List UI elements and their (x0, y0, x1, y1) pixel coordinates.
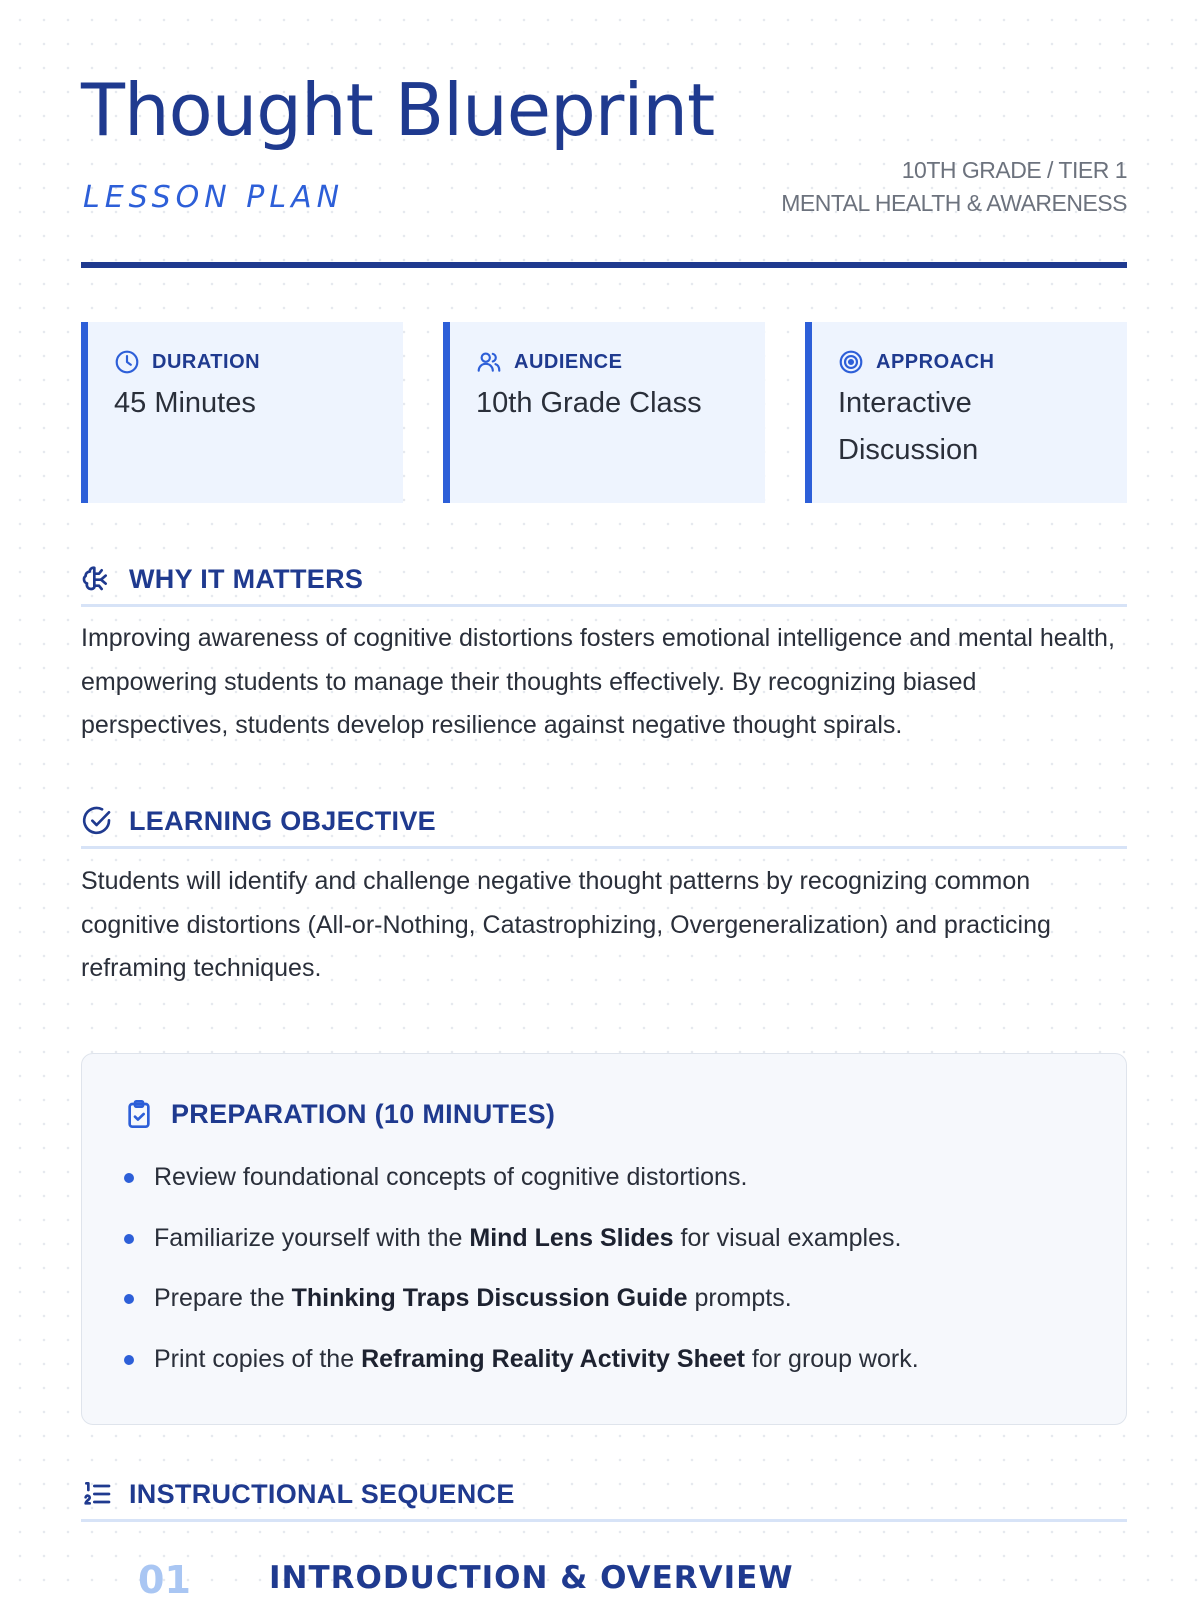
objective-section-header (81, 796, 1127, 849)
topic-label: MENTAL HEALTH & AWARENESS (781, 190, 1127, 216)
card-label: AUDIENCE (514, 350, 623, 373)
page-subtitle: LESSON PLAN (83, 180, 345, 215)
grade-tier-label: 10TH GRADE / TIER 1 (901, 157, 1127, 183)
why-section-header (81, 554, 1127, 607)
clipboard-check-icon (123, 1098, 155, 1130)
list-item: Prepare the Thinking Traps Discussion Guide prompts. (123, 1283, 1126, 1344)
resource-name: Mind Lens Slides (469, 1223, 674, 1252)
check-circle-icon (81, 805, 113, 837)
header-divider (81, 262, 1127, 268)
resource-name: Thinking Traps Discussion Guide (291, 1284, 688, 1312)
brain-icon (81, 563, 113, 595)
card-label: DURATION (152, 350, 261, 373)
card-label: APPROACH (876, 350, 995, 373)
card-value: 45 Minutes (114, 387, 256, 419)
step-number: 01 (138, 1558, 191, 1602)
info-cards (81, 322, 1127, 503)
step-title: INTRODUCTION & OVERVIEW (269, 1560, 794, 1596)
card-value: Interactive Discussion (838, 387, 979, 466)
bullet-icon (124, 1355, 134, 1365)
page-title: Thought Blueprint (81, 68, 715, 152)
approach-card (805, 322, 1127, 503)
target-icon (838, 349, 864, 375)
section-title: INSTRUCTIONAL SEQUENCE (129, 1478, 515, 1509)
bullet-icon (124, 1294, 134, 1304)
bullet-icon (124, 1173, 134, 1183)
duration-card (81, 322, 403, 503)
list-item: Familiarize yourself with the Mind Lens Slides for visual examples. (123, 1223, 1126, 1284)
users-icon (476, 349, 502, 375)
list-item: Review foundational concepts of cognitive distortions. (123, 1162, 1126, 1223)
resource-name: Reframing Reality Activity Sheet (361, 1344, 745, 1373)
numbered-list-icon (81, 1478, 113, 1510)
section-title: WHY IT MATTERS (129, 563, 364, 594)
clock-icon (114, 349, 140, 375)
sequence-step (81, 1558, 1127, 1600)
audience-card (443, 322, 765, 503)
preparation-list (123, 1162, 1126, 1404)
card-value: 10th Grade Class (476, 387, 702, 419)
section-title: PREPARATION (10 MINUTES) (171, 1098, 556, 1129)
objective-paragraph: Students will identify and challenge negative thought patterns by recognizing common cognitive distortions (All-or-Nothing, Catastrophizing, Overgeneralization) and practicing reframing techniques. (81, 867, 1051, 982)
section-title: LEARNING OBJECTIVE (129, 805, 436, 836)
sequence-section-header (81, 1469, 1127, 1522)
bullet-icon (124, 1234, 134, 1244)
list-item: Print copies of the Reframing Reality Activity Sheet for group work. (123, 1344, 1126, 1405)
why-paragraph: Improving awareness of cognitive distortions fosters emotional intelligence and mental health, empowering students to manage their thoughts effectively. By recognizing biased perspectives, students develop resilience against negative thought spirals. (81, 624, 1115, 739)
preparation-panel (81, 1053, 1127, 1425)
